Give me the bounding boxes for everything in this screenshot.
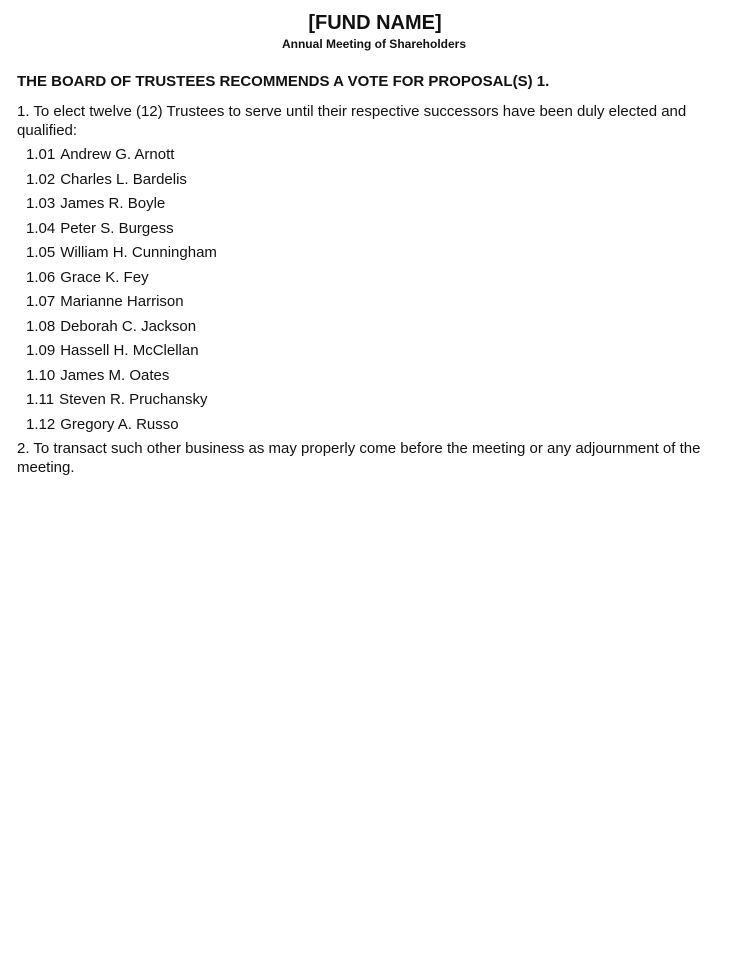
nominee-name: Andrew G. Arnott	[60, 146, 175, 163]
nominee-item	[26, 415, 217, 440]
nominee-name: Marianne Harrison	[60, 293, 184, 310]
proposal-1-text: 1. To elect twelve (12) Trustees to serve until their respective successors have been duly elected and qualified:	[17, 103, 687, 139]
board-recommendation: THE BOARD OF TRUSTEES RECOMMENDS A VOTE FOR PROPOSAL(S) 1.	[17, 73, 550, 90]
nominee-item	[26, 170, 217, 195]
nominee-name: Grace K. Fey	[60, 268, 149, 286]
nominee-item	[26, 145, 217, 170]
nominee-name: James M. Oates	[60, 366, 170, 384]
nominee-item	[26, 194, 217, 219]
nominee-item	[26, 292, 217, 317]
nominee-number: 1.03	[26, 195, 56, 212]
nominee-item	[26, 366, 217, 391]
nominee-name: Peter S. Burgess	[60, 219, 174, 237]
nominee-number: 1.07	[26, 293, 56, 310]
nominee-name: James R. Boyle	[60, 195, 166, 212]
proposal-2-text: 2. To transact such other business as may properly come before the meeting or any adjournment of the meeting.	[17, 440, 701, 476]
nominee-item	[26, 317, 217, 342]
nominee-name: Steven R. Pruchansky	[59, 391, 208, 408]
nominee-item	[26, 219, 217, 244]
nominee-number: 1.04	[26, 219, 56, 237]
nominee-item	[26, 268, 217, 293]
nominee-number: 1.09	[26, 342, 56, 359]
nominee-list	[26, 145, 217, 439]
nominee-number: 1.08	[26, 317, 56, 335]
nominee-name: Deborah C. Jackson	[60, 317, 197, 335]
nominee-number: 1.11	[26, 391, 55, 408]
nominee-number: 1.10	[26, 366, 56, 384]
meeting-subtitle: Annual Meeting of Shareholders	[281, 37, 467, 51]
nominee-number: 1.05	[26, 244, 56, 261]
nominee-number: 1.02	[26, 170, 56, 188]
nominee-number: 1.06	[26, 268, 56, 286]
nominee-item	[26, 341, 217, 366]
nominee-name: Gregory A. Russo	[60, 415, 179, 433]
nominee-number: 1.01	[26, 146, 56, 163]
nominee-name: Hassell H. McClellan	[60, 342, 199, 359]
nominee-item	[26, 243, 217, 268]
nominee-number: 1.12	[26, 415, 56, 433]
nominee-name: Charles L. Bardelis	[60, 170, 187, 188]
nominee-item	[26, 390, 217, 415]
fund-name-title: [FUND NAME]	[308, 12, 442, 34]
nominee-name: William H. Cunningham	[60, 244, 217, 261]
